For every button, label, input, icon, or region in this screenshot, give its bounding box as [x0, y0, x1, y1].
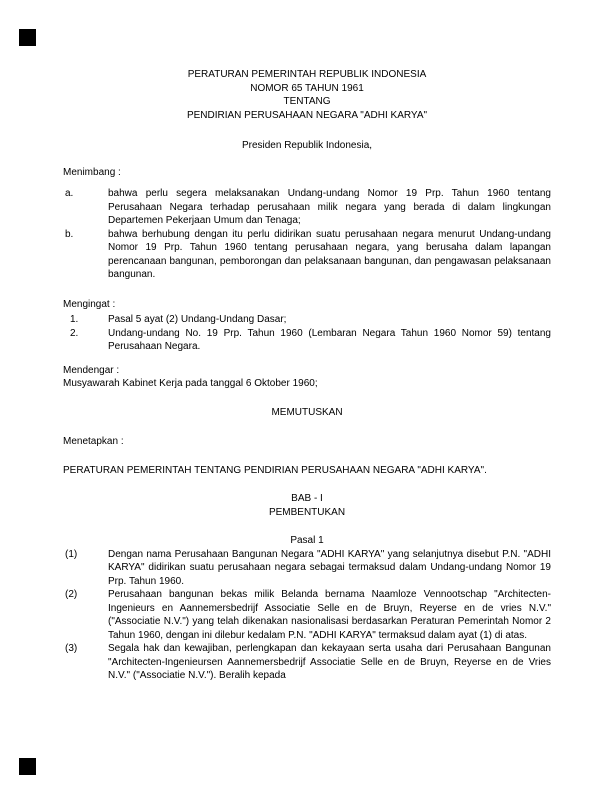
mengingat-list — [63, 313, 551, 354]
title-line-1: PERATURAN PEMERINTAH REPUBLIK INDONESIA — [187, 69, 427, 80]
corner-mark-top-left — [19, 29, 36, 46]
item-marker: (3) — [65, 643, 78, 654]
memutuskan-heading: MEMUTUSKAN — [271, 406, 343, 418]
pasal-list — [63, 548, 551, 683]
menimbang-label: Menimbang : — [63, 166, 121, 178]
item-text: Perusahaan bangunan bekas milik Belanda bernama Naamloze Vennootschap "Architecten-Ingenieurs en Aannemersbedrijf Associatie Selle en de Bruyn, Reyerse en de vries N.V." ("Associatie N.V.") yang telah dikenakan nasionalisasi berdasarkan Peraturan Pemerintah Nomor 2 Tahun 1960, dengan ini dilebur kedalam P.N. "ADHI KARYA" termaksud dalam ayat (1) di atas. — [108, 589, 551, 641]
mengingat-item-2 — [63, 327, 551, 354]
item-text: bahwa berhubung dengan itu perlu didirikan suatu perusahaan negara menurut Undang-undang Nomor 19 Prp. Tahun 1960 tentang perusahaan negara, yang berusaha dalam lapangan perencanaan bangunan, pemborongan dan pelaksanaan bangunan, dan pengawasan pelaksanaan bangunan. — [108, 228, 551, 280]
menetapkan-label: Menetapkan : — [63, 436, 124, 447]
item-marker: 2. — [70, 327, 79, 339]
item-text: Dengan nama Perusahaan Bangunan Negara "ADHI KARYA" yang selanjutnya disebut P.N. "ADHI KARYA" didirikan suatu perusahaan negara sebagai termaksud dalam Undang-undang Nomor 19 Prp. Tahun 1960. — [108, 548, 551, 587]
item-marker: b. — [65, 228, 74, 240]
pasal-item-1 — [63, 548, 551, 589]
document-content — [63, 68, 551, 683]
pasal-heading: Pasal 1 — [290, 535, 324, 546]
item-marker: (2) — [65, 589, 78, 600]
item-marker: 1. — [70, 314, 79, 325]
menimbang-list — [63, 187, 551, 282]
item-marker: (1) — [65, 548, 78, 560]
pasal-item-3 — [63, 642, 551, 683]
menimbang-item-b — [63, 228, 551, 282]
mendengar-text: Musyawarah Kabinet Kerja pada tanggal 6 Oktober 1960; — [63, 378, 318, 389]
corner-mark-bottom-left — [19, 758, 36, 775]
bab-heading-block — [63, 492, 551, 519]
bab-heading-line-1: BAB - I — [291, 493, 323, 504]
item-text: Pasal 5 ayat (2) Undang-Undang Dasar; — [108, 314, 287, 325]
mengingat-item-1 — [63, 313, 551, 327]
item-text: Undang-undang No. 19 Prp. Tahun 1960 (Lembaran Negara Tahun 1960 Nomor 59) tentang Perusahaan Negara. — [108, 327, 551, 352]
salutation: Presiden Republik Indonesia, — [241, 140, 373, 151]
pasal-item-2 — [63, 588, 551, 642]
document-title-block — [63, 68, 551, 122]
bab-heading-line-2: PEMBENTUKAN — [268, 506, 346, 518]
title-line-4: PENDIRIAN PERUSAHAAN NEGARA "ADHI KARYA" — [186, 109, 428, 121]
item-marker: a. — [65, 188, 74, 199]
item-text: Segala hak dan kewajiban, perlengkapan dan kekayaan serta usaha dari Perusahaan Bangunan "Architecten-Ingenieursen Aannemersbedrijf Associatie Selle en de Bruyn, Reyerse en de Vries N.V." ("Associatie N.V."). Beralih kepada — [108, 643, 551, 681]
mendengar-label: Mendengar : — [63, 364, 120, 376]
mengingat-label: Mengingat : — [63, 298, 116, 310]
menimbang-item-a — [63, 187, 551, 228]
title-line-2: NOMOR 65 TAHUN 1961 — [250, 82, 364, 94]
item-text: bahwa perlu segera melaksanakan Undang-undang Nomor 19 Prp. Tahun 1960 tentang Perusahaan Negara terhadap perusahaan milik negara yang berada di dalam lingkungan Departemen Pekerjaan Umum dan Tenaga; — [108, 188, 551, 226]
title-line-3: TENTANG — [283, 96, 331, 107]
decision-paragraph: PERATURAN PEMERINTAH TENTANG PENDIRIAN PERUSAHAAN NEGARA "ADHI KARYA". — [63, 464, 487, 476]
